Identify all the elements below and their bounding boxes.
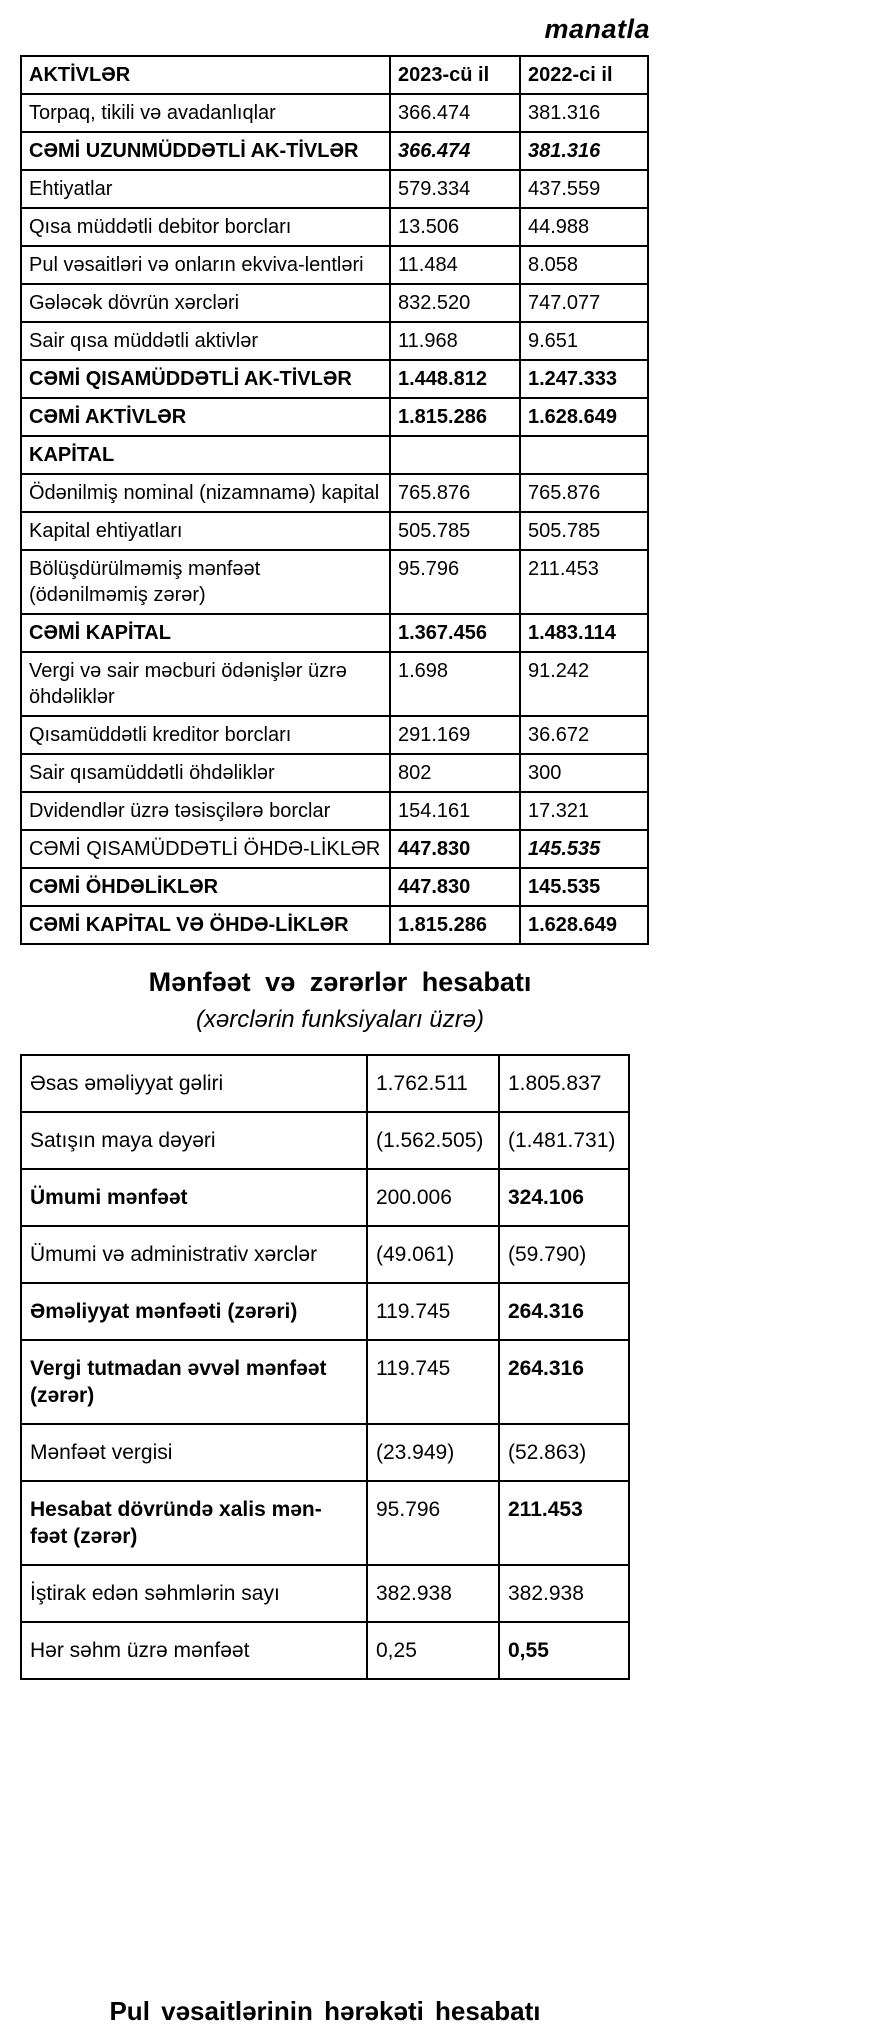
table-row [21, 208, 648, 246]
value-2023: 13.506 [390, 208, 520, 246]
row-label: Dvidendlər üzrə təsisçilərə borclar [21, 792, 390, 830]
table-row [21, 398, 648, 436]
row-label: CƏMİ KAPİTAL VƏ ÖHDƏ-LİKLƏR [21, 906, 390, 944]
table-row [21, 1565, 629, 1622]
value-2023: 382.938 [367, 1565, 499, 1622]
row-label: Sair qısa müddətli aktivlər [21, 322, 390, 360]
value-2022: 91.242 [520, 652, 648, 716]
column-header-aktivler: AKTİVLƏR [21, 56, 390, 94]
table-row [21, 652, 648, 716]
table-row [21, 1283, 629, 1340]
row-label: İştirak edən səhmlərin sayı [21, 1565, 367, 1622]
value-2023 [390, 436, 520, 474]
value-2023: 95.796 [390, 550, 520, 614]
value-2023: 119.745 [367, 1340, 499, 1424]
balance-sheet-table [20, 55, 649, 945]
row-label: Torpaq, tikili və avadanlıqlar [21, 94, 390, 132]
table-row [21, 716, 648, 754]
value-2022 [520, 436, 648, 474]
row-label: KAPİTAL [21, 436, 390, 474]
value-2022: 17.321 [520, 792, 648, 830]
value-2022: 324.106 [499, 1169, 629, 1226]
row-label: Hesabat dövründə xalis mən-fəət (zərər) [21, 1481, 367, 1565]
row-label: Əməliyyat mənfəəti (zərəri) [21, 1283, 367, 1340]
value-2022: 211.453 [499, 1481, 629, 1565]
table-row [21, 170, 648, 208]
table-row [21, 322, 648, 360]
value-2023: 1.762.511 [367, 1055, 499, 1112]
value-2022: 211.453 [520, 550, 648, 614]
value-2022: 264.316 [499, 1283, 629, 1340]
table-row [21, 792, 648, 830]
value-2023: 291.169 [390, 716, 520, 754]
value-2023: 447.830 [390, 830, 520, 868]
table-row [21, 1340, 629, 1424]
table-row [21, 550, 648, 614]
row-label: Ödənilmiş nominal (nizamnamə) kapital [21, 474, 390, 512]
value-2023: 1.698 [390, 652, 520, 716]
row-label: Pul vəsaitləri və onların ekviva-lentləri [21, 246, 390, 284]
value-2023: (23.949) [367, 1424, 499, 1481]
row-label: CƏMİ QISAMÜDDƏTLİ AK-TİVLƏR [21, 360, 390, 398]
value-2022: 381.316 [520, 94, 648, 132]
table-row [21, 906, 648, 944]
value-2023: 765.876 [390, 474, 520, 512]
row-label: Ümumi mənfəət [21, 1169, 367, 1226]
value-2023: (49.061) [367, 1226, 499, 1283]
value-2023: 802 [390, 754, 520, 792]
table-row [21, 1169, 629, 1226]
balance-sheet-header-row [21, 56, 648, 94]
value-2022: 9.651 [520, 322, 648, 360]
table-row [21, 1226, 629, 1283]
table-row [21, 868, 648, 906]
row-label: Satışın maya dəyəri [21, 1112, 367, 1169]
row-label: Vergi və sair məcburi ödənişlər üzrə öhdəliklər [21, 652, 390, 716]
value-2023: 579.334 [390, 170, 520, 208]
value-2023: (1.562.505) [367, 1112, 499, 1169]
value-2023: 1.815.286 [390, 398, 520, 436]
value-2023: 366.474 [390, 132, 520, 170]
value-2023: 154.161 [390, 792, 520, 830]
value-2022: 747.077 [520, 284, 648, 322]
column-header-2023: 2023-cü il [390, 56, 520, 94]
value-2023: 1.448.812 [390, 360, 520, 398]
table-row [21, 830, 648, 868]
value-2023: 447.830 [390, 868, 520, 906]
table-row [21, 360, 648, 398]
income-statement-subtitle: (xərclərin funksiyaları üzrə) [195, 1006, 485, 1033]
currency-unit-label: manatla [544, 14, 650, 44]
table-row [21, 94, 648, 132]
row-label: Gələcək dövrün xərcləri [21, 284, 390, 322]
row-label: Qısa müddətli debitor borcları [21, 208, 390, 246]
table-row [21, 132, 648, 170]
row-label: Bölüşdürülməmiş mənfəət (ödənilməmiş zərər) [21, 550, 390, 614]
column-header-2022: 2022-ci il [520, 56, 648, 94]
value-2022: (52.863) [499, 1424, 629, 1481]
row-label: Sair qısamüddətli öhdəliklər [21, 754, 390, 792]
row-label: Hər səhm üzrə mənfəət [21, 1622, 367, 1679]
value-2022: 44.988 [520, 208, 648, 246]
value-2023: 0,25 [367, 1622, 499, 1679]
value-2022: 1.247.333 [520, 360, 648, 398]
table-row [21, 284, 648, 322]
value-2022: (1.481.731) [499, 1112, 629, 1169]
value-2022: (59.790) [499, 1226, 629, 1283]
value-2023: 1.367.456 [390, 614, 520, 652]
cash-flow-statement-heading: Pul vəsaitlərinin hərəkəti hesabatı [109, 1996, 541, 2026]
value-2022: 36.672 [520, 716, 648, 754]
value-2023: 119.745 [367, 1283, 499, 1340]
value-2022: 264.316 [499, 1340, 629, 1424]
row-label: CƏMİ QISAMÜDDƏTLİ ÖHDƏ-LİKLƏR [21, 830, 390, 868]
row-label: CƏMİ AKTİVLƏR [21, 398, 390, 436]
value-2023: 11.484 [390, 246, 520, 284]
table-row [21, 1481, 629, 1565]
income-statement-table [20, 1054, 630, 1680]
table-row [21, 246, 648, 284]
row-label: Ehtiyatlar [21, 170, 390, 208]
row-label: CƏMİ UZUNMÜDDƏTLİ AK-TİVLƏR [21, 132, 390, 170]
table-row [21, 1622, 629, 1679]
row-label: Əsas əməliyyat gəliri [21, 1055, 367, 1112]
value-2022: 300 [520, 754, 648, 792]
income-statement-title: Mənfəət və zərərlər hesabatı [148, 967, 532, 997]
table-row [21, 1424, 629, 1481]
value-2023: 505.785 [390, 512, 520, 550]
value-2023: 832.520 [390, 284, 520, 322]
table-row [21, 1055, 629, 1112]
value-2023: 200.006 [367, 1169, 499, 1226]
table-row [21, 512, 648, 550]
value-2023: 366.474 [390, 94, 520, 132]
value-2022: 505.785 [520, 512, 648, 550]
value-2022: 437.559 [520, 170, 648, 208]
row-label: Vergi tutmadan əvvəl mənfəət (zərər) [21, 1340, 367, 1424]
value-2022: 8.058 [520, 246, 648, 284]
value-2022: 382.938 [499, 1565, 629, 1622]
value-2022: 1.805.837 [499, 1055, 629, 1112]
table-row [21, 754, 648, 792]
value-2022: 381.316 [520, 132, 648, 170]
table-row [21, 436, 648, 474]
value-2023: 1.815.286 [390, 906, 520, 944]
table-row [21, 474, 648, 512]
value-2023: 95.796 [367, 1481, 499, 1565]
row-label: Qısamüddətli kreditor borcları [21, 716, 390, 754]
value-2022: 0,55 [499, 1622, 629, 1679]
value-2022: 145.535 [520, 868, 648, 906]
row-label: Mənfəət vergisi [21, 1424, 367, 1481]
row-label: Kapital ehtiyatları [21, 512, 390, 550]
value-2022: 765.876 [520, 474, 648, 512]
value-2022: 1.483.114 [520, 614, 648, 652]
table-row [21, 1112, 629, 1169]
row-label: CƏMİ KAPİTAL [21, 614, 390, 652]
value-2022: 1.628.649 [520, 906, 648, 944]
value-2022: 1.628.649 [520, 398, 648, 436]
row-label: Ümumi və administrativ xərclər [21, 1226, 367, 1283]
table-row [21, 614, 648, 652]
value-2022: 145.535 [520, 830, 648, 868]
row-label: CƏMİ ÖHDƏLİKLƏR [21, 868, 390, 906]
value-2023: 11.968 [390, 322, 520, 360]
